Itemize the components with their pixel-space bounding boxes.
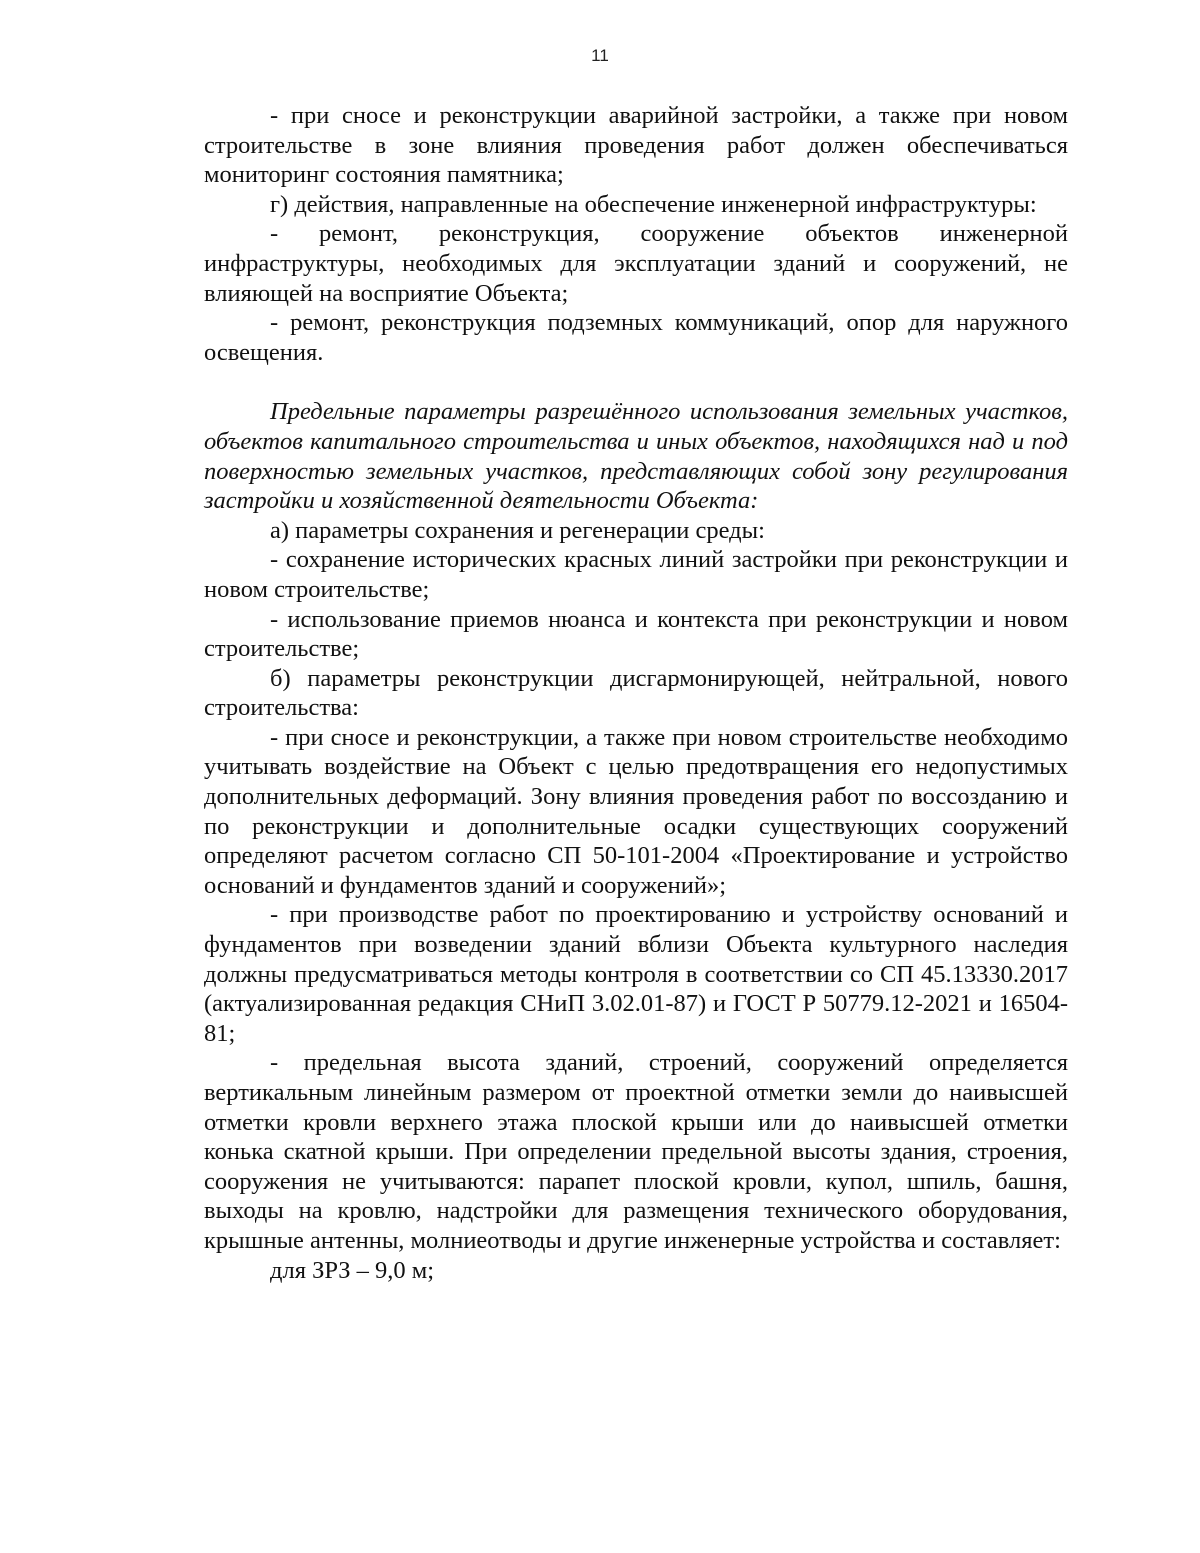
paragraph-red-lines: - сохранение исторических красных линий застройки при реконструкции и новом строительстве; [204, 546, 1068, 603]
paragraph-item-g: г) действия, направленные на обеспечение инженерной инфраструктуры: [270, 190, 1037, 218]
paragraph-engineering-repair: - ремонт, реконструкция, сооружение объектов инженерной инфраструктуры, необходимых для эксплуатации зданий и сооружений, не влияющей на восприятие Объекта; [204, 220, 1068, 307]
paragraph-nuance-context: - использование приемов нюанса и контекста при реконструкции и новом строительстве; [204, 605, 1068, 663]
paragraph-height-limit: - предельная высота зданий, строений, сооружений определяется вертикальным линейным размером от проектной отметки земли до наивысшей отметки кровли верхнего этажа плоской крыши или до наивысшей отметки конька скатной крыши. При определении предельной высоты здания, строения, сооружения не учитываются: парапет плоской кровли, купол, шпиль, башня, выходы на кровлю, надстройки для размещения технического оборудования, крышные антенны, молниеотводы и другие инженерные устройства и составляет: [204, 1049, 1068, 1254]
document-body [204, 101, 1068, 1285]
paragraph-deformation-impact: - при сносе и реконструкции, а также при новом строительстве необходимо учитывать воздействие на Объект с целью предотвращения его недопустимых дополнительных деформаций. Зону влияния проведения работ по воссозданию и по реконструкции и дополнительные осадки существующих сооружений определяют расчетом согласно СП 50-101-2004 «Проектирование и устройство оснований и фундаментов зданий и сооружений»; [204, 723, 1068, 899]
paragraph-demolition-monitoring: - при сносе и реконструкции аварийной застройки, а также при новом строительстве в зоне влияния проведения работ должен обеспечиваться мониторинг состояния памятника; [204, 102, 1068, 189]
paragraph-foundations-control: - при производстве работ по проектированию и устройству оснований и фундаментов при возведении зданий вблизи Объекта культурного наследия должны предусматриваться методы контроля в соответствии со СП 45.13330.2017 (актуализированная редакция СНиП 3.02.01-87) и ГОСТ Р 50779.12-2021 и 16504-81; [204, 901, 1068, 1047]
section-heading-limits: Предельные параметры разрешённого использования земельных участков, объектов капитального строительства и иных объектов, находящихся над и под поверхностью земельных участков, представляющих собой зону регулирования застройки и хозяйственной деятельности Объекта: [204, 398, 1068, 515]
paragraph-zrz-height: для ЗРЗ – 9,0 м; [270, 1256, 435, 1284]
paragraph-item-a: а) параметры сохранения и регенерации среды: [270, 516, 765, 544]
page-number: 11 [591, 46, 609, 65]
paragraph-item-b: б) параметры реконструкции дисгармонирующей, нейтральной, нового строительства: [204, 664, 1068, 722]
paragraph-underground-utilities: - ремонт, реконструкция подземных коммуникаций, опор для наружного освещения. [204, 309, 1068, 366]
